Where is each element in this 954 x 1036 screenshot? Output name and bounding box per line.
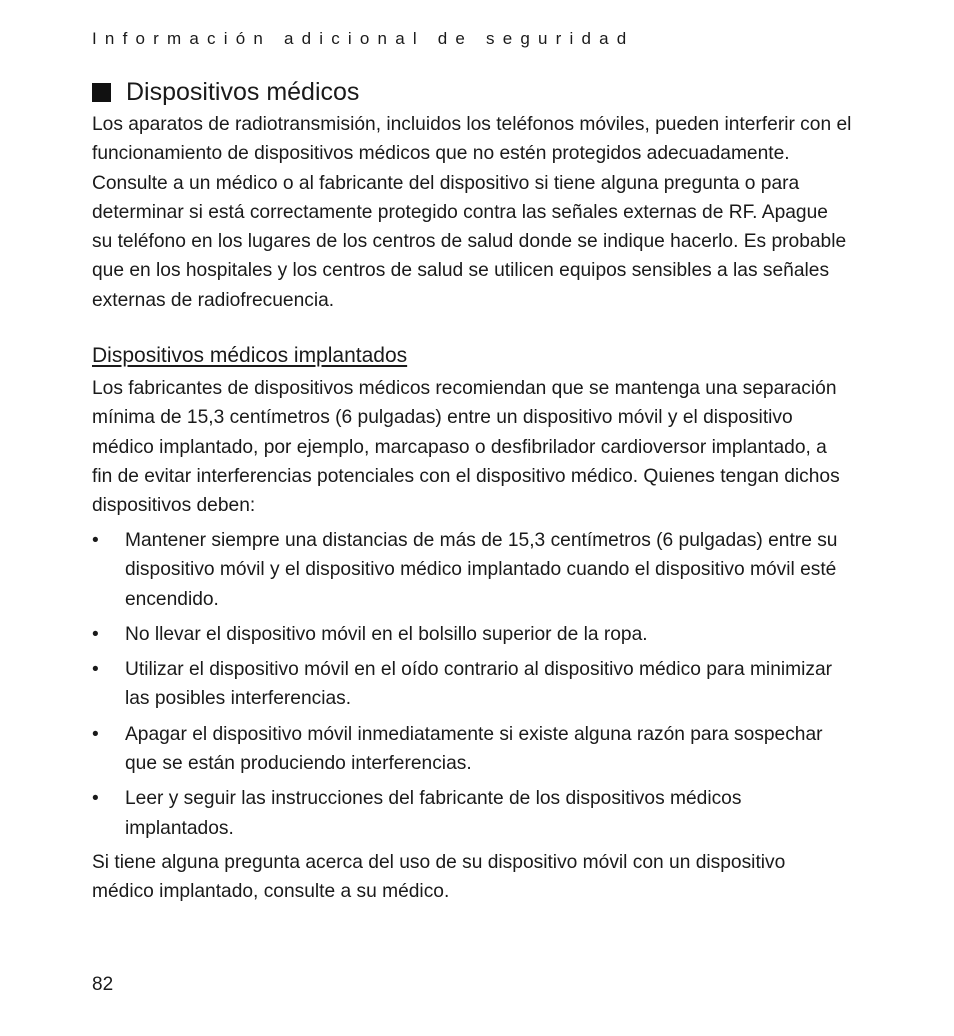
running-header: Información adicional de seguridad bbox=[92, 29, 635, 48]
list-item-text: No llevar el dispositivo móvil en el bolsillo superior de la ropa. bbox=[125, 623, 648, 645]
list-item bbox=[92, 784, 852, 843]
bullet-icon: • bbox=[92, 788, 99, 810]
closing-paragraph: Si tiene alguna pregunta acerca del uso de su dispositivo móvil con un dispositivo médico implantado, consulte a su médico. bbox=[92, 852, 786, 903]
list-item bbox=[92, 720, 852, 779]
bullet-icon: • bbox=[92, 623, 99, 645]
list-item-text: Apagar el dispositivo móvil inmediatamente si existe alguna razón para sospechar que se están produciendo interferencias. bbox=[125, 723, 823, 775]
bullet-icon: • bbox=[92, 659, 99, 681]
subsection-title: Dispositivos médicos implantados bbox=[92, 344, 408, 367]
section-body bbox=[92, 110, 852, 315]
list-item-text: Utilizar el dispositivo móvil en el oído contrario al dispositivo médico para minimizar las posibles interferencias. bbox=[125, 659, 833, 710]
bullet-icon: • bbox=[92, 530, 99, 551]
section-heading bbox=[92, 77, 359, 107]
list-item bbox=[92, 526, 852, 614]
section-paragraph: Los aparatos de radiotransmisión, incluidos los teléfonos móviles, pueden interferir con el funcionamiento de dispositivos médicos que no estén protegidos adecuadamente. Consulte a un médico o al fabricante del dispositivo si tiene alguna pregunta o para determinar si está correctamente protegido contra las señales externas de RF. Apague su teléfono en los lugares de los centros de salud donde se indique hacerlo. Es probable que en los hospitales y los centros de salud se utilicen equipos sensibles a las señales externas de radiofrecuencia. bbox=[92, 114, 852, 311]
bullet-list bbox=[92, 526, 852, 849]
list-item-text: Leer y seguir las instrucciones del fabricante de los dispositivos médicos implantados. bbox=[125, 788, 742, 839]
list-item-text: Mantener siempre una distancias de más de 15,3 centímetros (6 pulgadas) entre su dispositivo móvil y el dispositivo médico implantado cuando el dispositivo móvil esté encendido. bbox=[125, 530, 838, 610]
page-number: 82 bbox=[92, 974, 114, 995]
closing-block bbox=[92, 848, 852, 907]
subsection-intro: Los fabricantes de dispositivos médicos recomiendan que se mantenga una separación mínima de 15,3 centímetros (6 pulgadas) entre un dispositivo móvil y el dispositivo médico implantado, por ejemplo, marcapaso o desfibrilador cardioversor implantado, a fin de evitar interferencias potenciales con el dispositivo médico. Quienes tengan dichos dispositivos deben: bbox=[92, 378, 840, 517]
bullet-icon: • bbox=[92, 723, 99, 745]
list-item bbox=[92, 655, 852, 714]
square-bullet-icon bbox=[92, 83, 111, 102]
list-item bbox=[92, 620, 852, 649]
section-title: Dispositivos médicos bbox=[126, 78, 360, 106]
subsection-intro-block bbox=[92, 374, 852, 520]
